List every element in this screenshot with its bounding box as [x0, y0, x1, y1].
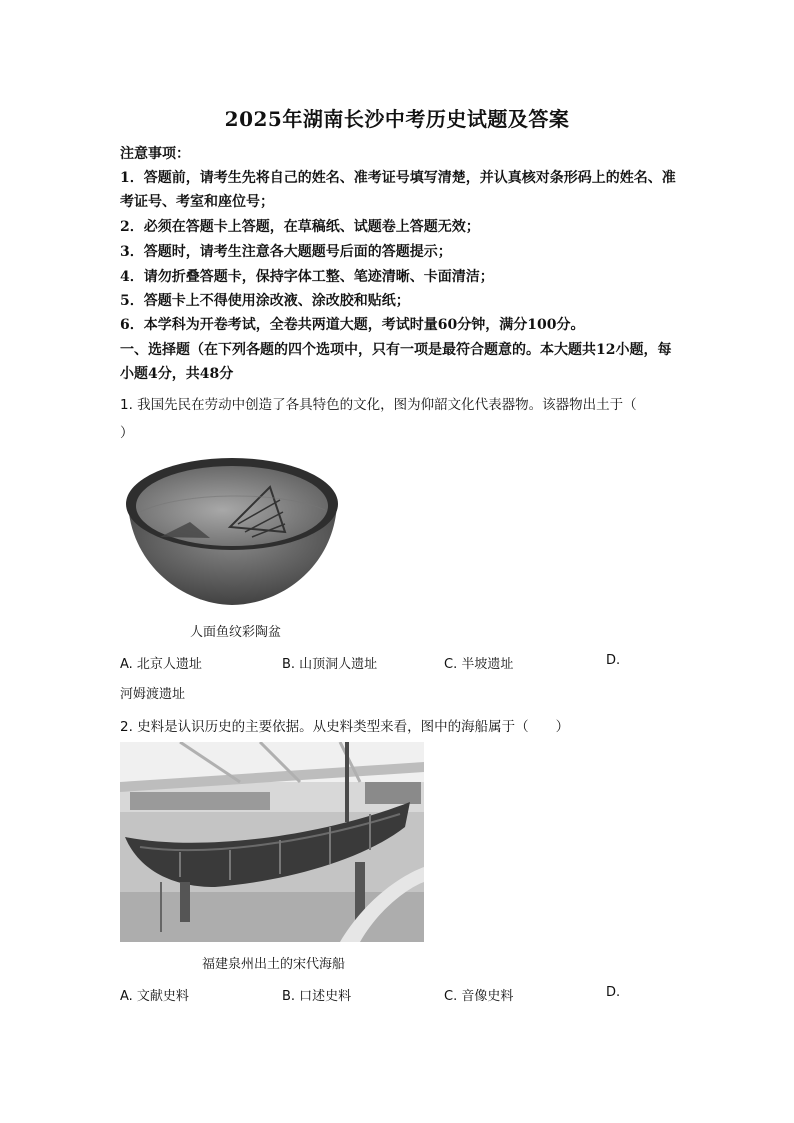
figure-2-caption: 福建泉州出土的宋代海船	[202, 957, 346, 972]
page-title: 2025年湖南长沙中考历史试题及答案	[224, 107, 570, 131]
question-1-option-a[interactable]: A. 北京人遗址	[120, 657, 202, 672]
question-2-stem: 2. 史料是认识历史的主要依据。从史料类型来看，图中的海船属于（ ）	[120, 719, 570, 735]
question-2-option-b[interactable]: B. 口述史料	[282, 989, 352, 1004]
question-1-stem-cont: ）	[120, 425, 134, 441]
notice-heading: 注意事项：	[120, 146, 190, 162]
notice-item: 5．答题卡上不得使用涂改液、涂改胶和贴纸；	[120, 293, 410, 309]
notice-item: 3．答题时，请考生注意各大题题号后面的答题提示；	[120, 244, 452, 260]
section-heading-cont: 小题4分，共48分	[120, 366, 234, 382]
notice-item: 6．本学科为开卷考试，全卷共两道大题，考试时量60分钟，满分100分。	[120, 317, 585, 333]
question-1-option-d-text[interactable]: 河姆渡遗址	[120, 687, 186, 702]
question-1-option-d[interactable]: D.	[606, 653, 621, 668]
notice-item: 1．答题前，请考生先将自己的姓名、准考证号填写清楚，并认真核对条形码上的姓名、准	[120, 170, 676, 186]
question-1-stem: 1. 我国先民在劳动中创造了各具特色的文化，图为仰韶文化代表器物。该器物出土于（	[120, 397, 637, 413]
figure-1-caption: 人面鱼纹彩陶盆	[190, 625, 282, 640]
question-2-option-d[interactable]: D.	[606, 985, 621, 1000]
notice-item: 2．必须在答题卡上答题，在草稿纸、试题卷上答题无效；	[120, 219, 480, 235]
song-dynasty-ship-photo-icon	[120, 742, 424, 942]
song-ship-image	[120, 742, 424, 942]
question-2-option-c[interactable]: C. 音像史料	[444, 989, 514, 1004]
question-1-option-c[interactable]: C. 半坡遗址	[444, 657, 514, 672]
notice-item: 4．请勿折叠答题卡，保持字体工整、笔迹清晰、卡面清洁；	[120, 269, 494, 285]
notice-item: 考证号、考室和座位号；	[120, 194, 274, 210]
pottery-basin-image	[120, 452, 345, 612]
painted-pottery-basin-photo-icon	[120, 452, 345, 612]
question-2-option-a[interactable]: A. 文献史料	[120, 989, 189, 1004]
section-heading: 一、选择题（在下列各题的四个选项中，只有一项是最符合题意的。本大题共12小题，每	[120, 342, 672, 358]
question-1-option-b[interactable]: B. 山顶洞人遗址	[282, 657, 378, 672]
